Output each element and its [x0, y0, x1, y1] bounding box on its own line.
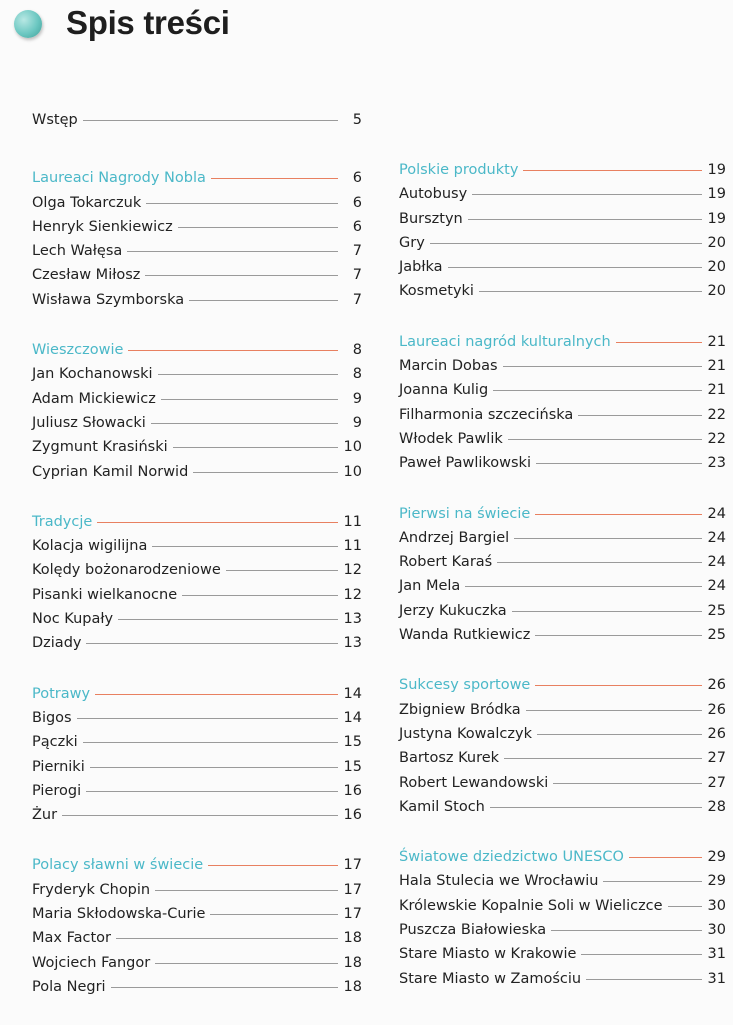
toc-section: [32, 510, 362, 656]
toc-entry-title: Maria Skłodowska-Curie: [32, 906, 206, 923]
toc-entry[interactable]: [399, 771, 726, 795]
toc-entry[interactable]: [32, 631, 362, 655]
toc-entry-title: Filharmonia szczecińska: [399, 406, 574, 423]
toc-entry-page: 20: [707, 283, 726, 300]
toc-entry-page: 24: [707, 529, 726, 546]
toc-entry-page: 9: [352, 414, 362, 431]
toc-section-heading-title: Polacy sławni w świecie: [32, 857, 204, 874]
toc-entry-page: 24: [707, 554, 726, 571]
toc-section-heading-page: 24: [707, 505, 726, 522]
leader-line: [493, 390, 701, 391]
leader-line: [503, 366, 702, 367]
toc-section-heading-title: Potrawy: [32, 685, 91, 702]
leader-line: [504, 758, 701, 759]
toc-entry-page: 10: [343, 439, 362, 456]
toc-entry-page: 22: [707, 430, 726, 447]
leader-line: [479, 291, 702, 292]
toc-section-heading[interactable]: [32, 510, 362, 534]
toc-section-heading[interactable]: [399, 845, 726, 869]
leader-line: [173, 447, 338, 448]
toc-entry[interactable]: [399, 427, 726, 451]
toc-section-heading-page: 14: [343, 685, 362, 702]
toc-entry-title: Autobusy: [399, 186, 468, 203]
toc-entry-title: Dziady: [32, 635, 82, 652]
toc-entry-title: Marcin Dobas: [399, 358, 498, 375]
leader-line: [465, 586, 701, 587]
toc-entry-title: Pierniki: [32, 758, 85, 775]
toc-entry[interactable]: [32, 803, 362, 827]
leader-line: [97, 522, 337, 523]
toc-entry-page: 20: [707, 259, 726, 276]
toc-entry-page: 16: [343, 782, 362, 799]
leader-line: [616, 342, 702, 343]
leader-line: [668, 906, 702, 907]
toc-entry[interactable]: [399, 942, 726, 966]
toc-entry[interactable]: [32, 239, 362, 263]
leader-line: [155, 963, 337, 964]
toc-entry[interactable]: [32, 191, 362, 215]
leader-line: [629, 857, 702, 858]
leader-line: [83, 120, 338, 121]
toc-entry-page: 17: [343, 881, 362, 898]
toc-section: [32, 338, 362, 484]
leader-line: [128, 350, 338, 351]
leader-line: [127, 251, 338, 252]
leader-line: [226, 570, 338, 571]
toc-entry-page: 27: [707, 750, 726, 767]
toc-entry-title: Pola Negri: [32, 978, 106, 995]
toc-entry[interactable]: [32, 706, 362, 730]
leader-line: [83, 742, 338, 743]
toc-entry[interactable]: [32, 607, 362, 631]
toc-entry-page: 18: [343, 954, 362, 971]
toc-entry-page: 21: [707, 382, 726, 399]
toc-section-heading[interactable]: [399, 502, 726, 526]
toc-entry-page: 12: [343, 562, 362, 579]
toc-entry[interactable]: [32, 558, 362, 582]
toc-entry[interactable]: [399, 795, 726, 819]
toc-entry[interactable]: [32, 779, 362, 803]
toc-entry[interactable]: [399, 378, 726, 402]
toc-entry-title: Hala Stulecia we Wrocławiu: [399, 873, 599, 890]
toc-section-heading[interactable]: [399, 158, 726, 182]
toc-entry-page: 5: [352, 112, 362, 128]
leader-line: [490, 807, 702, 808]
toc-entry-title: Jan Mela: [399, 578, 461, 595]
toc-section-heading-page: 8: [352, 342, 362, 359]
toc-entry-page: 6: [352, 194, 362, 211]
toc-entry-title: Żur: [32, 807, 58, 824]
toc-section-heading-page: 26: [707, 677, 726, 694]
toc-section-heading-title: Pierwsi na świecie: [399, 505, 531, 522]
leader-line: [508, 439, 702, 440]
toc-entry[interactable]: [399, 354, 726, 378]
toc-entry-page: 31: [707, 970, 726, 987]
toc-entry-title: Zbigniew Bródka: [399, 701, 521, 718]
toc-entry[interactable]: [399, 231, 726, 255]
leader-line: [535, 685, 701, 686]
toc-entry-page: 12: [343, 586, 362, 603]
toc-entry-page: 31: [707, 946, 726, 963]
toc-entry-title: Kamil Stoch: [399, 798, 485, 815]
toc-entry-page: 26: [707, 701, 726, 718]
leader-line: [536, 463, 702, 464]
toc-entry[interactable]: [399, 746, 726, 770]
toc-entry[interactable]: [399, 574, 726, 598]
leader-line: [161, 399, 338, 400]
leader-line: [62, 815, 337, 816]
leader-line: [448, 267, 702, 268]
toc-section: [399, 158, 726, 304]
toc-entry[interactable]: [32, 583, 362, 607]
toc-entry-title: Pierogi: [32, 782, 82, 799]
toc-entry-title: Lech Wałęsa: [32, 243, 123, 260]
toc-entry-page: 16: [343, 807, 362, 824]
toc-entry[interactable]: [32, 288, 362, 312]
leader-line: [146, 203, 338, 204]
leader-line: [430, 243, 702, 244]
leader-line: [90, 767, 338, 768]
toc-entry[interactable]: [399, 207, 726, 231]
leader-line: [537, 734, 702, 735]
toc-entry-title: Stare Miasto w Zamościu: [399, 970, 582, 987]
toc-entry-intro[interactable]: [32, 108, 362, 132]
leader-line: [586, 979, 701, 980]
toc-entry-title: Robert Lewandowski: [399, 774, 549, 791]
toc-entry-title: Kolędy bożonarodzeniowe: [32, 562, 221, 579]
toc-right-column: [399, 158, 726, 1017]
toc-entry-title: Bartosz Kurek: [399, 750, 500, 767]
toc-entry-page: 15: [343, 758, 362, 775]
toc-entry-title: Fryderyk Chopin: [32, 881, 151, 898]
leader-line: [111, 987, 338, 988]
leader-line: [535, 635, 701, 636]
toc-entry-title: Wanda Rutkiewicz: [399, 627, 531, 644]
toc-entry[interactable]: [32, 730, 362, 754]
toc-entry-page: 6: [352, 218, 362, 235]
toc-entry-page: 30: [707, 922, 726, 939]
toc-entry-page: 28: [707, 798, 726, 815]
toc-entry[interactable]: [32, 362, 362, 386]
toc-entry-page: 9: [352, 390, 362, 407]
toc-section-heading-page: 29: [707, 849, 726, 866]
toc-entry-page: 25: [707, 602, 726, 619]
toc-entry-page: 17: [343, 906, 362, 923]
toc-entry-page: 19: [707, 186, 726, 203]
toc-entry-page: 14: [343, 709, 362, 726]
toc-entry-title: Pączki: [32, 734, 78, 751]
toc-entry-page: 18: [343, 978, 362, 995]
leader-line: [155, 890, 337, 891]
toc-entry-title: Czesław Miłosz: [32, 267, 141, 284]
leader-line: [86, 643, 337, 644]
toc-entry-title: Paweł Pawlikowski: [399, 455, 531, 472]
toc-section-heading-title: Polskie produkty: [399, 162, 519, 178]
leader-line: [514, 538, 701, 539]
toc-entry-page: 11: [343, 538, 362, 555]
toc-entry[interactable]: [399, 967, 726, 991]
toc-entry[interactable]: [399, 698, 726, 722]
toc-entry-title: Włodek Pawlik: [399, 430, 503, 447]
toc-entry-title: Kosmetyki: [399, 283, 474, 300]
toc-entry[interactable]: [399, 599, 726, 623]
toc-left-column: [32, 108, 362, 1025]
toc-entry-page: 26: [707, 725, 726, 742]
toc-section: [32, 682, 362, 828]
toc-section-heading[interactable]: [399, 330, 726, 354]
toc-entry-title: Justyna Kowalczyk: [399, 725, 532, 742]
toc-entry-title: Andrzej Bargiel: [399, 529, 510, 546]
toc-entry-page: 30: [707, 897, 726, 914]
toc-entry-page: 24: [707, 578, 726, 595]
toc-section-heading[interactable]: [32, 682, 362, 706]
toc-entry-title: Bursztyn: [399, 210, 463, 227]
toc-entry[interactable]: [32, 755, 362, 779]
toc-entry-title: Joanna Kulig: [399, 382, 489, 399]
toc-section-heading-page: 17: [343, 857, 362, 874]
toc-entry[interactable]: [399, 894, 726, 918]
toc-entry-page: 21: [707, 358, 726, 375]
toc-section-heading-page: 11: [343, 513, 362, 530]
toc-section: [399, 502, 726, 648]
leader-line: [526, 710, 702, 711]
toc-section: [399, 673, 726, 819]
toc-entry-page: 23: [707, 455, 726, 472]
toc-entry[interactable]: [399, 526, 726, 550]
leader-line: [182, 595, 337, 596]
leader-line: [118, 619, 337, 620]
toc-entry-page: 7: [352, 291, 362, 308]
toc-entry-title: Max Factor: [32, 930, 111, 947]
toc-entry-page: 7: [352, 267, 362, 284]
leader-line: [581, 954, 701, 955]
leader-line: [553, 783, 701, 784]
toc-entry[interactable]: [32, 902, 362, 926]
toc-entry-title: Wstęp: [32, 112, 78, 128]
leader-line: [535, 514, 701, 515]
toc-section-heading-title: Światowe dziedzictwo UNESCO: [399, 849, 624, 866]
toc-entry[interactable]: [32, 411, 362, 435]
toc-entry-title: Wisława Szymborska: [32, 291, 185, 308]
leader-line: [77, 718, 338, 719]
toc-entry[interactable]: [399, 550, 726, 574]
toc-entry-title: Puszcza Białowieska: [399, 922, 547, 939]
leader-line: [551, 930, 701, 931]
toc-section-heading-page: 19: [707, 162, 726, 178]
toc-section-heading-title: Sukcesy sportowe: [399, 677, 531, 694]
page-title: Spis treści: [66, 4, 230, 41]
toc-section-heading-page: 6: [352, 170, 362, 187]
toc-entry[interactable]: [399, 918, 726, 942]
toc-entry-title: Wojciech Fangor: [32, 954, 151, 971]
toc-section-heading-title: Laureaci nagród kulturalnych: [399, 333, 611, 350]
toc-entry[interactable]: [32, 534, 362, 558]
toc-entry[interactable]: [32, 878, 362, 902]
toc-entry[interactable]: [399, 869, 726, 893]
toc-section-heading-title: Laureaci Nagrody Nobla: [32, 170, 206, 187]
leader-line: [189, 300, 338, 301]
leader-line: [152, 546, 337, 547]
leader-line: [151, 423, 338, 424]
leader-line: [116, 938, 338, 939]
leader-line: [497, 562, 701, 563]
toc-entry-page: 29: [707, 873, 726, 890]
leader-line: [472, 194, 701, 195]
toc-entry[interactable]: [399, 182, 726, 206]
toc-section-heading[interactable]: [32, 166, 362, 190]
toc-entry-title: Robert Karaś: [399, 554, 493, 571]
leader-line: [208, 865, 337, 866]
leader-line: [158, 374, 338, 375]
toc-entry[interactable]: [32, 951, 362, 975]
toc-section-heading[interactable]: [32, 853, 362, 877]
toc-entry-page: 13: [343, 611, 362, 628]
toc-entry-title: Juliusz Słowacki: [32, 414, 146, 431]
toc-entry-title: Adam Mickiewicz: [32, 390, 156, 407]
toc-section: [399, 845, 726, 991]
toc-entry[interactable]: [32, 387, 362, 411]
toc-section-heading-title: Wieszczowie: [32, 342, 124, 359]
leader-line: [578, 415, 701, 416]
toc-entry-page: 27: [707, 774, 726, 791]
toc-entry-title: Jerzy Kukuczka: [399, 602, 507, 619]
toc-entry[interactable]: [32, 263, 362, 287]
toc-section-heading[interactable]: [32, 338, 362, 362]
leader-line: [211, 178, 338, 179]
leader-line: [603, 881, 701, 882]
toc-entry-title: Kolacja wigilijna: [32, 538, 148, 555]
toc-entry[interactable]: [32, 215, 362, 239]
leader-line: [210, 914, 337, 915]
toc-entry-title: Henryk Sienkiewicz: [32, 218, 173, 235]
toc-entry-page: 19: [707, 210, 726, 227]
toc-entry[interactable]: [399, 722, 726, 746]
leader-line: [193, 472, 337, 473]
toc-entry[interactable]: [399, 451, 726, 475]
toc-entry-page: 8: [352, 366, 362, 383]
toc-entry-page: 13: [343, 635, 362, 652]
toc-entry-page: 15: [343, 734, 362, 751]
toc-entry-page: 25: [707, 627, 726, 644]
leader-line: [512, 611, 702, 612]
toc-entry-page: 22: [707, 406, 726, 423]
toc-section: [32, 166, 362, 312]
toc-entry-title: Jabłka: [399, 259, 443, 276]
toc-entry[interactable]: [399, 255, 726, 279]
toc-entry[interactable]: [32, 926, 362, 950]
toc-entry[interactable]: [32, 460, 362, 484]
toc-entry-title: Królewskie Kopalnie Soli w Wieliczce: [399, 897, 663, 914]
toc-entry-page: 20: [707, 234, 726, 251]
leader-line: [468, 219, 702, 220]
leader-line: [86, 791, 337, 792]
toc-entry-title: Bigos: [32, 709, 72, 726]
toc-entry-page: 18: [343, 930, 362, 947]
circle-bullet-icon: [14, 10, 42, 38]
toc-entry-title: Pisanki wielkanocne: [32, 586, 178, 603]
toc-entry-title: Gry: [399, 234, 425, 251]
toc-section-heading[interactable]: [399, 673, 726, 697]
toc-section-heading-title: Tradycje: [32, 513, 93, 530]
toc-entry-title: Olga Tokarczuk: [32, 194, 142, 211]
toc-entry-title: Noc Kupały: [32, 611, 114, 628]
leader-line: [178, 227, 338, 228]
toc-entry[interactable]: [32, 435, 362, 459]
toc-entry-title: Cyprian Kamil Norwid: [32, 463, 189, 480]
toc-section: [399, 330, 726, 476]
toc-entry-title: Zygmunt Krasiński: [32, 439, 168, 456]
leader-line: [145, 275, 338, 276]
toc-entry-title: Stare Miasto w Krakowie: [399, 946, 577, 963]
toc-entry-page: 10: [343, 463, 362, 480]
toc-entry[interactable]: [32, 975, 362, 999]
toc-entry-page: 7: [352, 243, 362, 260]
toc-section: [32, 853, 362, 999]
leader-line: [523, 170, 701, 171]
toc-entry[interactable]: [399, 279, 726, 303]
toc-entry-title: Jan Kochanowski: [32, 366, 153, 383]
leader-line: [95, 694, 337, 695]
toc-entry[interactable]: [399, 623, 726, 647]
toc-section-heading-page: 21: [707, 333, 726, 350]
toc-entry[interactable]: [399, 403, 726, 427]
